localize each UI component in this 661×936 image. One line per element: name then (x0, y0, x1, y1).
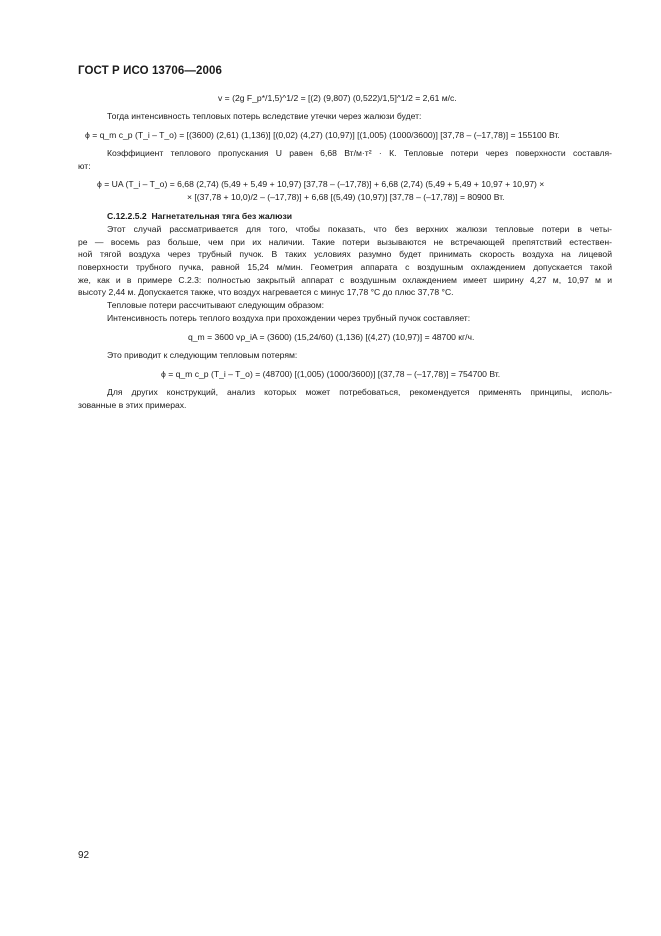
page-number: 92 (78, 850, 90, 861)
paragraph-leak-intro: Тогда интенсивность тепловых потерь вследствие утечки через жалюзи будет: (107, 111, 422, 121)
paragraph-line: ре — восемь раз больше, чем при их наличии. Такие потери вызываются не встречающей препятствий естествен- (78, 237, 612, 247)
equation-surface-loss-line2: × [(37,78 + 10,0)/2 – (–17,78)] + 6,68 [(5,49) (10,97)] [37,78 – (–17,78)] = 80900 Вт. (187, 192, 505, 202)
paragraph-conclusion-line1: Для других конструкций, анализ которых может потребоваться, рекомендуется применять принципы, исполь- (107, 387, 612, 397)
paragraph-transmittance-line2: ют: (78, 161, 91, 171)
equation-mass-flow: q_m = 3600 vρ_iA = (3600) (15,24/60) (1,136) [(4,27) (10,97)] = 48700 кг/ч. (188, 332, 475, 342)
paragraph-line: высоту 2,44 м. Допускается также, что воздух нагревается с минус 17,78 °C до плюс 37,78 °C. (78, 287, 454, 297)
section-title: Нагнетательная тяга без жалюзи (151, 211, 292, 221)
document-header: ГОСТ Р ИСО 13706—2006 (78, 65, 223, 77)
paragraph-transmittance-line1: Коэффициент теплового пропускания U равен 6,68 Вт/м·т² · К. Тепловые потери через поверхности составля- (107, 148, 612, 158)
equation-surface-loss-line1: ϕ = UA (T_i – T_o) = 6,68 (2,74) (5,49 + 5,49 + 10,97) [37,78 – (–17,78)] + 6,68 (2,74) (5,49 + 5,49 + 10,97 + 10,97) × (97, 179, 545, 189)
equation-draft-heat-loss: ϕ = q_m c_p (T_i – T_o) = (48700) [(1,005) (1000/3600)] [(37,78 – (–17,78)] = 754700 Вт. (161, 369, 501, 379)
paragraph-conclusion-line2: зованные в этих примерах. (78, 400, 187, 410)
paragraph-line: же, как и в примере C.2.3: полностью закрытый аппарат с воздушным охлаждением имеет ширину 4,27 м, 10,97 м и (78, 275, 612, 285)
equation-air-velocity: v = (2g F_p*/1,5)^1/2 = [(2) (9,807) (0,522)/1,5]^1/2 = 2,61 м/с. (218, 93, 457, 103)
equation-leak-heat-loss: ϕ = q_m c_p (T_i – T_o) = [(3600) (2,61) (1,136)] [(0,02) (4,27) (10,97)] [(1,005) (1000/3600)] [37,78 – (–17,78)] = 155100 Вт. (85, 130, 560, 140)
section-heading (107, 210, 292, 223)
paragraph-calc-intro: Тепловые потери рассчитывают следующим образом: (107, 300, 325, 310)
paragraph-flow-intro: Интенсивность потерь теплого воздуха при прохождении через трубный пучок составляет: (107, 313, 471, 323)
paragraph-result-intro: Это приводит к следующим тепловым потерям: (107, 350, 298, 360)
paragraph-line: ной тягой воздуха через трубный пучок. В таких условиях разумно будет принимать скорость воздуха на лицевой (78, 249, 612, 259)
paragraph-line: Этот случай рассматривается для того, чтобы показать, что без верхних жалюзи тепловые потери в четы- (107, 224, 612, 234)
section-number: C.12.2.5.2 (107, 211, 147, 221)
paragraph-line: поверхности трубного пучка, равной 15,24 м/мин. Геометрия аппарата с воздушным охлаждением допускается такой (78, 262, 612, 272)
